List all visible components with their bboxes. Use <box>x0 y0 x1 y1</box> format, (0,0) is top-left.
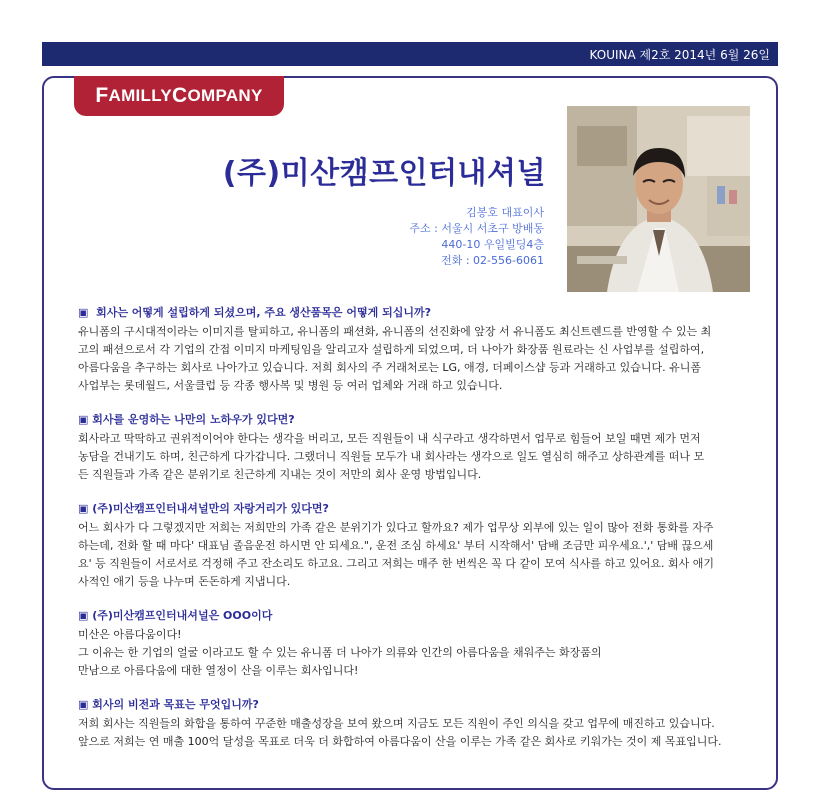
header-bar <box>42 42 778 66</box>
answer-line: 그 이유는 한 기업의 얼굴 이라고도 할 수 있는 유니폼 더 나아가 의류와 인간의 아름다움을 채워주는 화장품의 <box>78 646 602 659</box>
contact-info <box>340 205 544 269</box>
company-name: (주)미산캠프인터내셔널 <box>222 156 546 191</box>
answer-line: 미산은 아름다움이다! <box>78 628 182 641</box>
question-text: 회사는 어떻게 설립하게 되셨으며, 주요 생산품목은 어떻게 되십니까? <box>96 306 431 319</box>
question-text: 회사를 운영하는 나만의 노하우가 있다면? <box>92 413 295 426</box>
section-badge <box>74 76 284 116</box>
ceo-photo <box>567 106 750 292</box>
answer-line: 만남으로 아름다움에 대한 열정이 산을 이루는 회사입니다! <box>78 664 359 677</box>
badge-text-1: AMILLY <box>108 86 173 105</box>
answer-line: 유니폼의 구시대적이라는 이미지를 탈피하고, 유니폼의 패션화, 유니폼의 선진화에 앞장 서 유니폼도 최신트렌드를 반영할 수 있는 최 <box>78 325 712 338</box>
answer-text <box>78 715 768 751</box>
question-text: (주)미산캠프인터내셔널은 OOO이다 <box>92 609 273 622</box>
answer-line: 회사라고 딱딱하고 권위적이어야 한다는 생각을 버리고, 모든 직원들이 내 식구라고 생각하면서 업무로 힘들어 보일 때면 제가 먼저 <box>78 432 701 445</box>
answer-text <box>78 323 768 395</box>
question-heading <box>78 411 768 429</box>
question-text: (주)미산캠프인터내셔널만의 자랑거리가 있다면? <box>92 502 329 515</box>
ceo-name: 김봉호 대표이사 <box>466 206 544 219</box>
address-line-1: 주소 : 서울시 서초구 방배동 <box>409 222 544 235</box>
answer-line: 사적인 애기 등을 나누며 돈돈하게 지냅니다. <box>78 575 291 588</box>
answer-line: 앞으로 저희는 연 매출 100억 달성을 목표로 더욱 더 화합하여 아름다움이 산을 이루는 가족 같은 회사로 키워가는 것이 제 목표입니다. <box>78 735 722 748</box>
answer-line: 고의 패션으로서 각 기업의 간접 이미지 마케팅임을 알리고자 설립하게 되었으며, 더 나아가 화장품 원료라는 신 사업부를 설립하여, <box>78 343 705 356</box>
ceo-portrait-image <box>567 106 750 292</box>
question-heading <box>78 304 768 322</box>
answer-line: 농담을 건내기도 하며, 친근하게 다가갑니다. 그랬더니 직원들 모두가 내 회사라는 생각으로 일도 열심히 해주고 상하관계를 떠나 모 <box>78 450 705 463</box>
square-bullet-icon: ▣ <box>78 698 89 711</box>
answer-text <box>78 430 768 484</box>
question-text: 회사의 비전과 목표는 무엇입니까? <box>92 698 259 711</box>
badge-text-2: OMPANY <box>187 86 263 105</box>
answer-line: 저희 회사는 직원들의 화합을 통하여 꾸준한 매출성장을 보여 왔으며 지금도 모든 직원이 주인 의식을 갖고 업무에 매진하고 있습니다. <box>78 717 715 730</box>
question-heading <box>78 607 768 625</box>
answer-line: 어느 회사가 다 그렇겠지만 저희는 저희만의 가족 같은 분위기가 있다고 할까요? 제가 업무상 외부에 있는 일이 많아 전화 통화를 자주 <box>78 521 714 534</box>
address-line-2: 440-10 우일빌딩4층 <box>441 238 544 251</box>
answer-text <box>78 519 768 591</box>
square-bullet-icon: ▣ <box>78 502 89 515</box>
qa-section-1 <box>78 304 768 395</box>
badge-initial-c: C <box>172 84 188 107</box>
answer-text <box>78 626 768 680</box>
question-heading <box>78 500 768 518</box>
answer-line: 요' 등 직원들이 서로서로 걱정해 주고 잔소리도 하고요. 그리고 저희는 매주 한 번씩은 꼭 다 같이 모여 식사를 하고 있어요. 회사 애기 <box>78 557 714 570</box>
question-heading <box>78 696 768 714</box>
answer-line: 아름다움을 추구하는 회사로 나아가고 있습니다. 저희 회사의 주 거래처로는 LG, 애경, 더페이스샵 등과 거래하고 있습니다. 유니폼 <box>78 361 702 374</box>
interview-body <box>78 304 768 767</box>
qa-section-5 <box>78 696 768 751</box>
qa-section-2 <box>78 411 768 484</box>
qa-section-4 <box>78 607 768 680</box>
square-bullet-icon: ▣ <box>78 609 89 622</box>
phone-number: 전화 : 02-556-6061 <box>441 254 544 267</box>
square-bullet-icon: ▣ <box>78 306 89 319</box>
qa-section-3 <box>78 500 768 591</box>
square-bullet-icon: ▣ <box>78 413 89 426</box>
badge-initial-f: F <box>95 84 109 107</box>
issue-line: KOUINA 제2호 2014년 6월 26일 <box>589 47 770 62</box>
answer-line: 하는데, 전화 할 때 마다' 대표님 졸음운전 하시면 안 되세요.", 운전 조심 하세요' 부터 시작해서' 담배 조금만 피우세요.',' 담배 끊으세 <box>78 539 714 552</box>
answer-line: 사업부는 롯데월드, 서울클럽 등 각종 행사복 및 병원 등 여러 업체와 거래 하고 있습니다. <box>78 379 503 392</box>
answer-line: 든 직원들과 가족 같은 분위기로 친근하게 지내는 것이 저만의 회사 운영 방법입니다. <box>78 468 482 481</box>
